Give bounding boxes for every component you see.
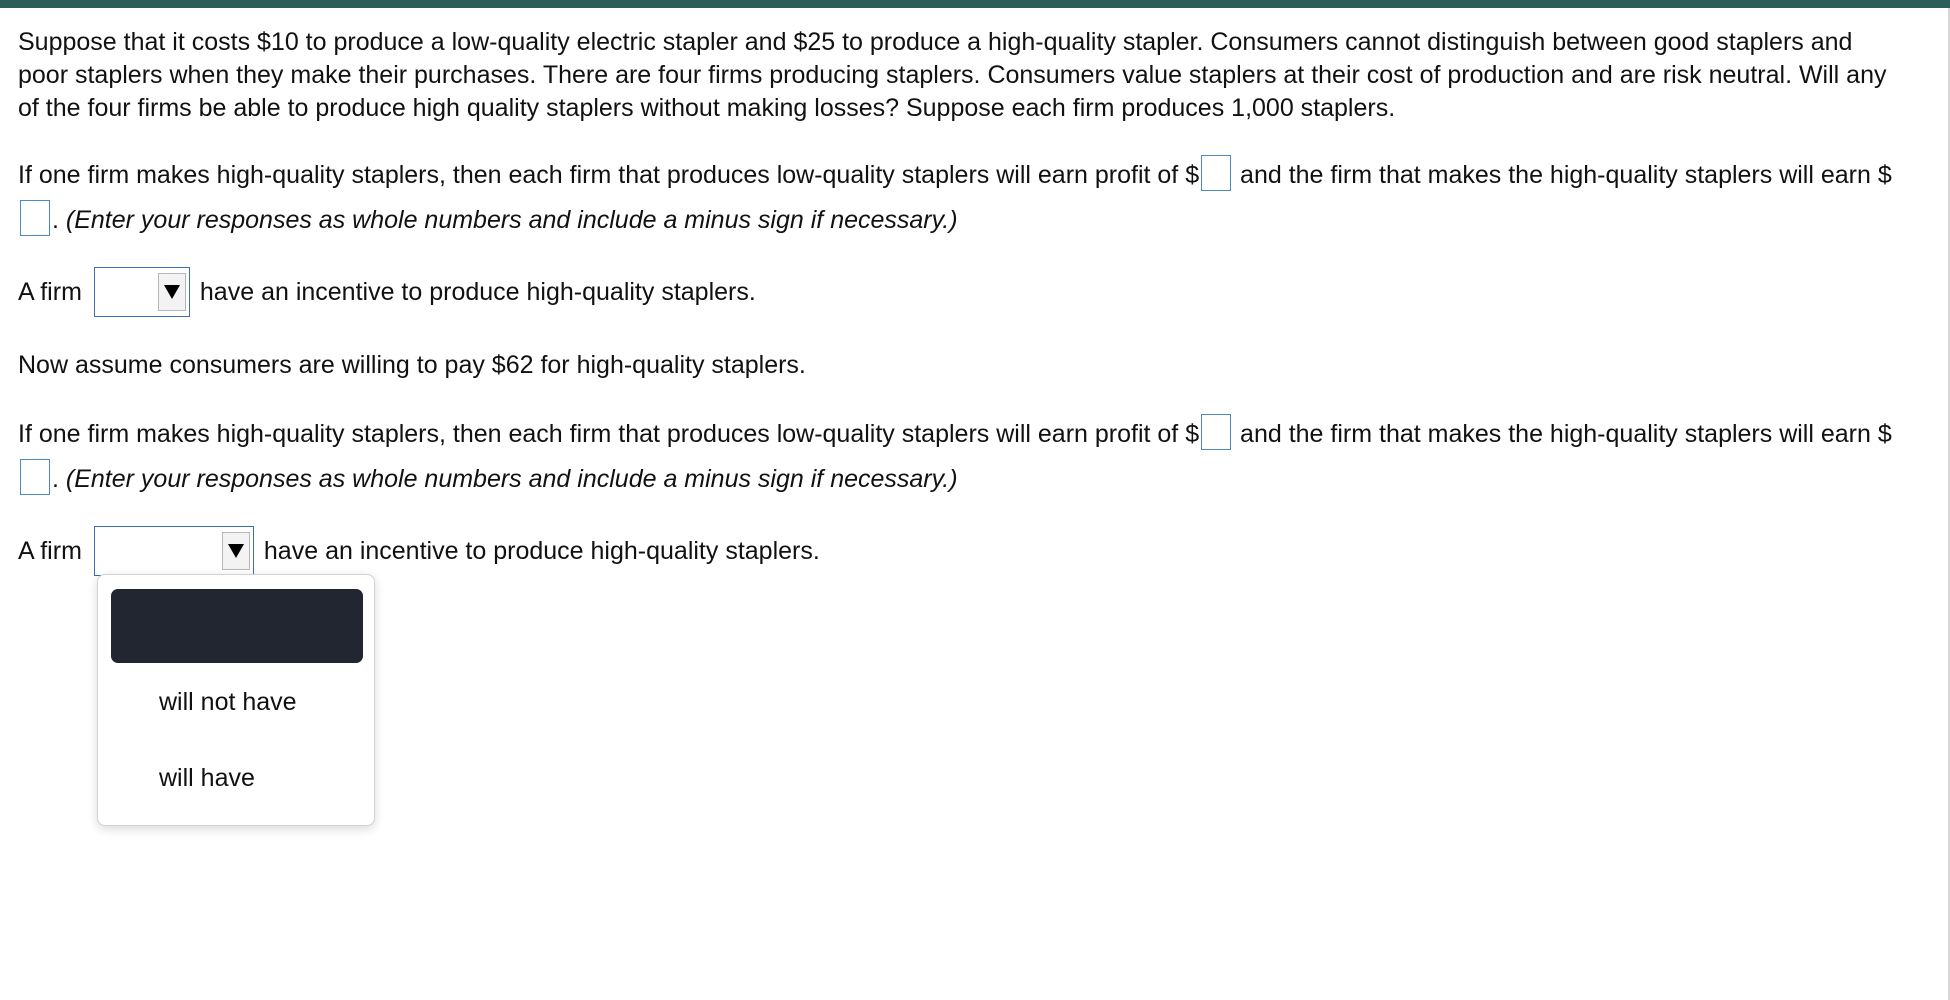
- select1-label-before: A firm: [18, 277, 82, 306]
- top-accent-bar: [0, 0, 1950, 8]
- select2-label-before: A firm: [18, 536, 82, 565]
- low-quality-profit-input-2[interactable]: [1201, 414, 1231, 450]
- q2-text-middle: and the firm that makes the high-quality staplers will earn $: [1233, 420, 1892, 448]
- dropdown-option-will-have[interactable]: will have: [159, 764, 255, 792]
- incentive-select-2[interactable]: [94, 526, 254, 576]
- caret-down-icon[interactable]: [158, 273, 186, 311]
- dropdown-option-will-not-have[interactable]: will not have: [159, 688, 297, 716]
- dropdown-option-blank-highlighted[interactable]: [111, 589, 363, 663]
- incentive-select-1[interactable]: [94, 267, 190, 317]
- assumption-statement: Now assume consumers are willing to pay $62 for high-quality staplers.: [18, 351, 806, 379]
- low-quality-profit-input-1[interactable]: [1201, 155, 1231, 191]
- q1-text-middle: and the firm that makes the high-quality staplers will earn $: [1233, 161, 1892, 189]
- q2-text-before: If one firm makes high-quality staplers, then each firm that produces low-quality staplers will earn profit of $: [18, 420, 1200, 448]
- question-part-1: [18, 153, 1898, 243]
- caret-down-icon[interactable]: [222, 532, 250, 570]
- incentive-row-2: [18, 524, 1898, 578]
- q1-text-before: If one firm makes high-quality staplers, then each firm that produces low-quality staplers will earn profit of $: [18, 161, 1200, 189]
- incentive-row-1: [18, 265, 1898, 319]
- q1-text-after: .: [52, 206, 66, 234]
- q1-hint: (Enter your responses as whole numbers and include a minus sign if necessary.): [65, 206, 958, 234]
- high-quality-profit-input-1[interactable]: [20, 200, 50, 236]
- problem-statement: Suppose that it costs $10 to produce a low-quality electric stapler and $25 to produce a high-quality stapler. Consumers cannot distinguish between good staplers and poor staplers when they make their purchases. There are four firms producing staplers. Consumers value staplers at their cost of production and are risk neutral. Will any of the four firms be able to produce high quality staplers without making losses? Suppose each firm produces 1,000 staplers.: [18, 28, 1887, 122]
- select2-label-after: have an incentive to produce high-quality staplers.: [263, 536, 820, 565]
- incentive-dropdown-menu: [97, 574, 375, 826]
- question-part-2: [18, 412, 1898, 502]
- select1-label-after: have an incentive to produce high-quality staplers.: [199, 277, 756, 306]
- q2-hint: (Enter your responses as whole numbers and include a minus sign if necessary.): [65, 465, 958, 493]
- q2-text-after: .: [52, 465, 66, 493]
- high-quality-profit-input-2[interactable]: [20, 459, 50, 495]
- question-content: [18, 26, 1898, 608]
